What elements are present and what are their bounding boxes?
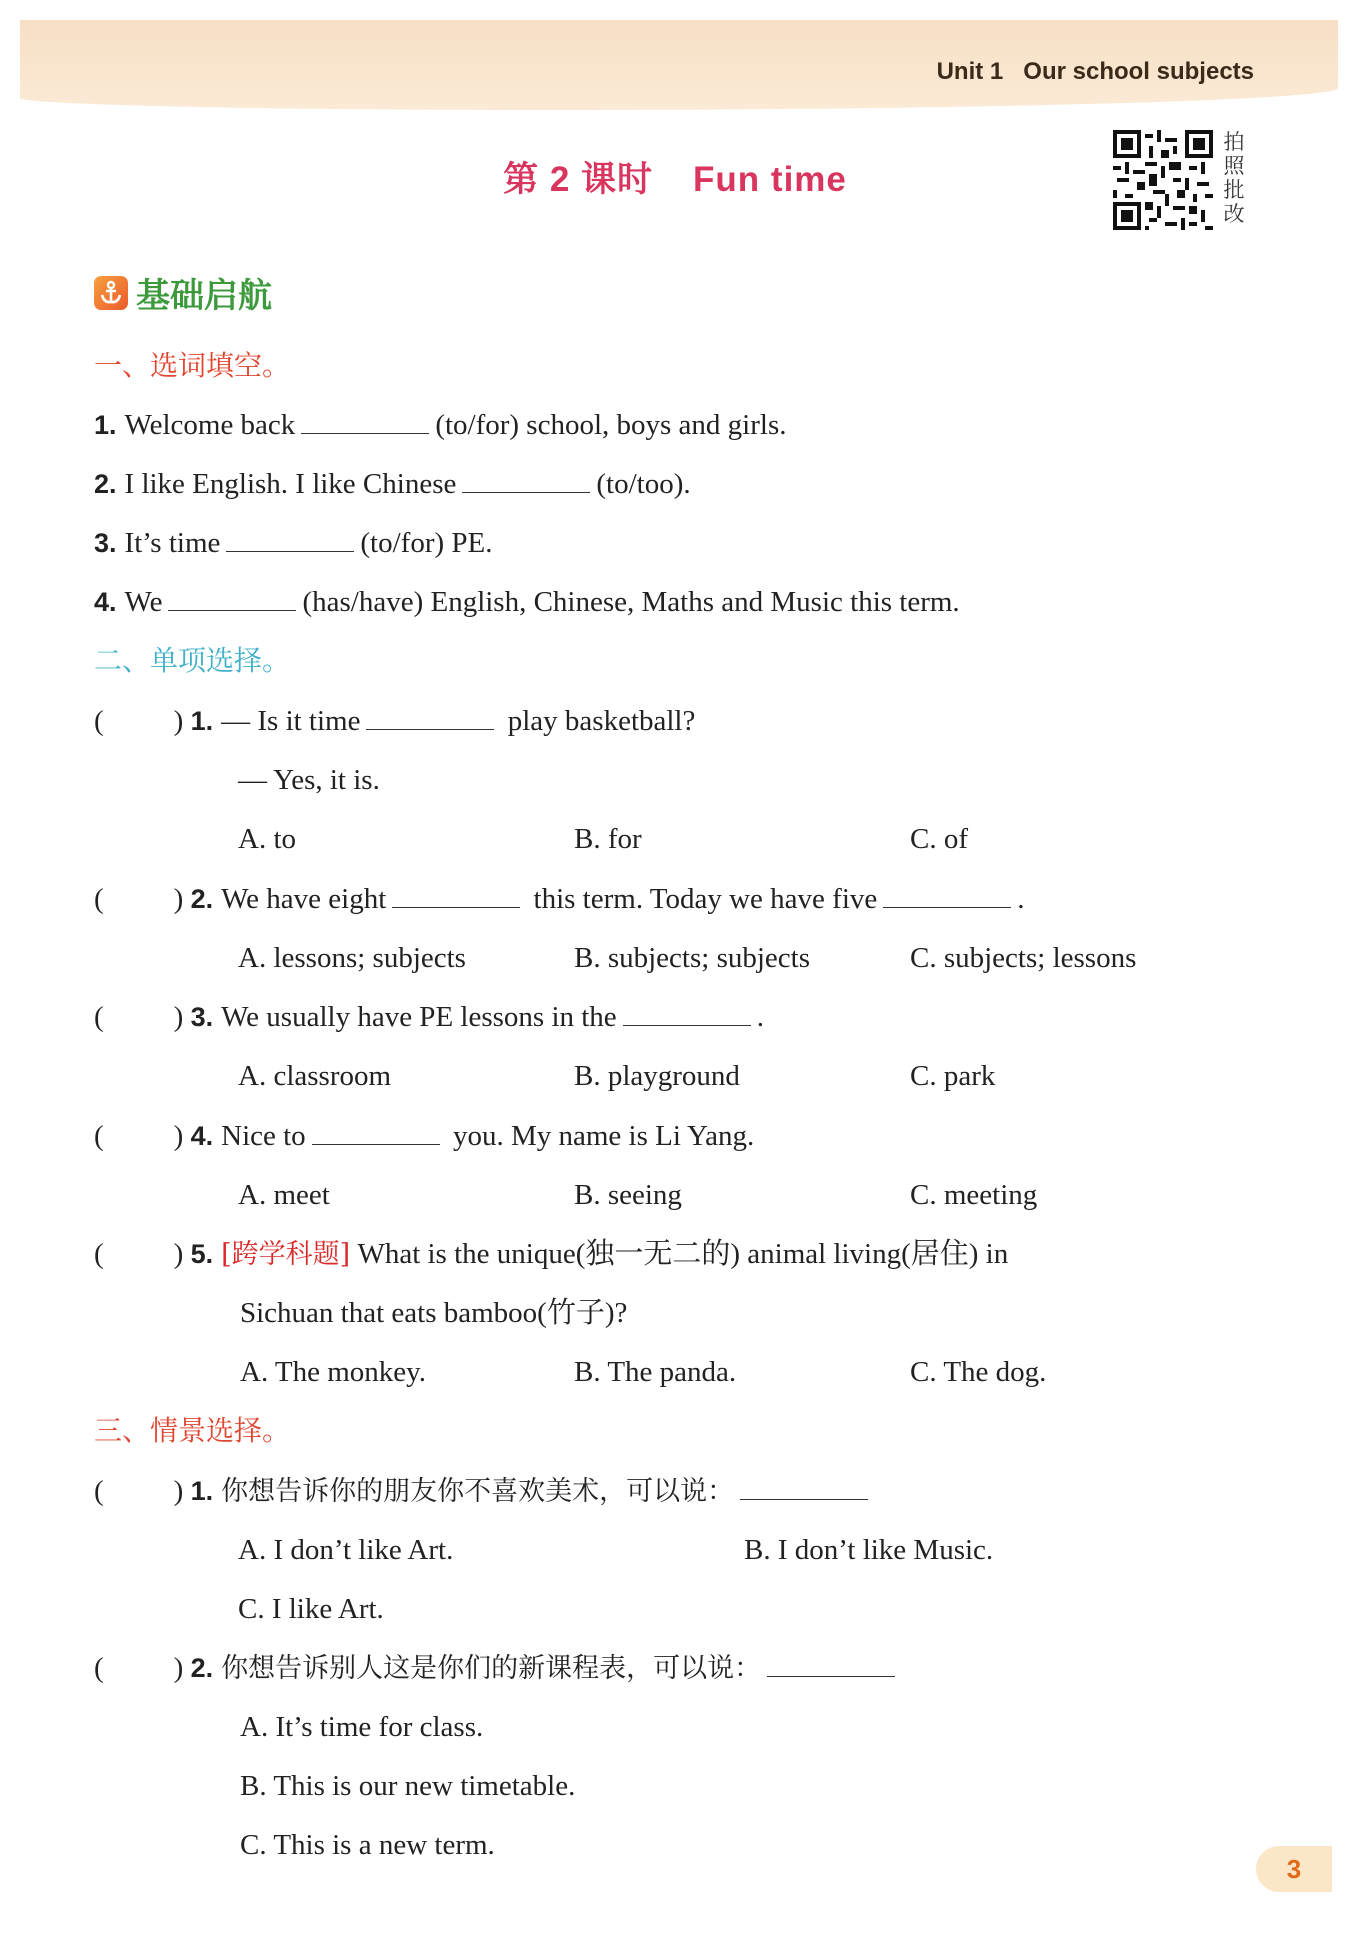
option-b[interactable]: B. playground: [574, 1060, 740, 1092]
answer-blank[interactable]: [392, 883, 520, 908]
option-a[interactable]: A. meet: [238, 1179, 330, 1211]
option-a[interactable]: A. I don’t like Art.: [238, 1534, 454, 1566]
question-text: We have eight: [221, 883, 387, 915]
answer-blank[interactable]: [312, 1120, 440, 1145]
option-b[interactable]: B. for: [574, 823, 642, 855]
fill-item-1: [94, 406, 786, 444]
question-number: 2.: [190, 1653, 214, 1683]
item-text-before: It’s time: [124, 527, 221, 559]
answer-paren-open: (: [94, 1475, 104, 1507]
answer-paren-open: (: [94, 1120, 104, 1152]
answer-blank[interactable]: [226, 527, 354, 552]
option-a[interactable]: A. classroom: [238, 1060, 392, 1092]
question-text: We usually have PE lessons in the: [221, 1001, 617, 1033]
item-number: 1.: [94, 410, 117, 440]
answer-paren-open: (: [94, 883, 104, 915]
section1-title: 一、选词填空。: [94, 349, 291, 382]
section-banner: [94, 268, 272, 317]
question-number: 1.: [190, 706, 214, 736]
fill-item-4: [94, 583, 960, 621]
question-prompt: 你想告诉别人这是你们的新课程表，可以说：: [221, 1653, 762, 1684]
option-b[interactable]: B. I don’t like Music.: [744, 1534, 994, 1566]
question-number: 4.: [190, 1121, 214, 1151]
option-a[interactable]: A. to: [238, 823, 296, 855]
mc-question-1: [94, 702, 695, 740]
answer-paren-close: ): [173, 1001, 184, 1033]
option-b[interactable]: B. subjects; subjects: [574, 942, 811, 974]
question-text-end: .: [756, 1001, 764, 1033]
question-number: 5.: [190, 1239, 214, 1269]
answer-blank[interactable]: [462, 468, 590, 493]
mc-question-3: [94, 998, 764, 1036]
section2-title: 二、单项选择。: [94, 644, 291, 677]
answer-blank[interactable]: [883, 883, 1011, 908]
item-number: 2.: [94, 469, 117, 499]
question-number: 2.: [190, 884, 214, 914]
question-prompt: 你想告诉你的朋友你不喜欢美术，可以说：: [221, 1476, 735, 1507]
option-a[interactable]: A. lessons; subjects: [238, 942, 466, 974]
answer-blank[interactable]: [366, 705, 494, 730]
mc-question-5: [94, 1235, 1008, 1274]
banner-text: 基础启航: [136, 276, 272, 316]
page-number: 3: [1256, 1846, 1332, 1892]
item-number: 3.: [94, 528, 117, 558]
answer-paren-close: ): [173, 1120, 184, 1152]
question-text-after: you. My name is Li Yang.: [452, 1120, 755, 1152]
cross-subject-badge: [跨学科题]: [221, 1239, 351, 1270]
fill-item-3: [94, 524, 492, 562]
situation-question-2: [94, 1649, 901, 1688]
situation-question-1: [94, 1472, 874, 1511]
option-c[interactable]: C. I like Art.: [238, 1593, 384, 1625]
option-b[interactable]: B. seeing: [574, 1179, 682, 1211]
item-text-before: Welcome back: [124, 409, 296, 441]
option-c[interactable]: C. subjects; lessons: [910, 942, 1137, 974]
item-text-after: (to/for) PE.: [360, 527, 493, 559]
question-text-end: .: [1017, 883, 1025, 915]
question-reply: — Yes, it is.: [238, 764, 380, 796]
question-text-after: play basketball?: [507, 705, 696, 737]
question-text-middle: this term. Today we have five: [533, 883, 878, 915]
question-text: Nice to: [221, 1120, 306, 1152]
item-text-after: (to/for) school, boys and girls.: [435, 409, 787, 441]
unit-title: Our school subjects: [1023, 58, 1254, 85]
qr-label: 拍照批改: [1223, 130, 1245, 226]
item-text-before: I like English. I like Chinese: [124, 468, 457, 500]
lesson-name: Fun time: [693, 160, 847, 199]
question-text: What is the unique(独一无二的) animal living(居住) in: [357, 1238, 1009, 1270]
answer-blank[interactable]: [168, 586, 296, 611]
answer-paren-close: ): [173, 1238, 184, 1270]
question-number: 1.: [190, 1476, 214, 1506]
anchor-icon: [94, 276, 128, 310]
question-text-line2: Sichuan that eats bamboo(竹子)?: [240, 1297, 628, 1329]
option-c[interactable]: C. meeting: [910, 1179, 1038, 1211]
option-a[interactable]: A. It’s time for class.: [240, 1711, 484, 1743]
qr-code-icon[interactable]: [1112, 130, 1214, 230]
mc-question-4: [94, 1117, 754, 1155]
option-b[interactable]: B. The panda.: [574, 1356, 737, 1388]
option-b[interactable]: B. This is our new timetable.: [240, 1770, 576, 1802]
lesson-label: 第 2 课时: [503, 160, 654, 199]
unit-number: Unit 1: [936, 58, 1004, 85]
unit-header: [937, 58, 1254, 86]
fill-item-2: [94, 465, 691, 503]
answer-paren-open: (: [94, 705, 104, 737]
answer-paren-close: ): [173, 705, 184, 737]
answer-blank[interactable]: [767, 1652, 895, 1677]
answer-paren-close: ): [173, 1652, 184, 1684]
section3-title: 三、情景选择。: [94, 1414, 291, 1447]
item-number: 4.: [94, 587, 117, 617]
answer-paren-open: (: [94, 1652, 104, 1684]
mc-question-2: [94, 880, 1025, 918]
answer-paren-open: (: [94, 1001, 104, 1033]
item-text-after: (has/have) English, Chinese, Maths and Music this term.: [302, 586, 960, 618]
answer-blank[interactable]: [740, 1475, 868, 1500]
answer-paren-close: ): [173, 883, 184, 915]
answer-paren-open: (: [94, 1238, 104, 1270]
option-c[interactable]: C. park: [910, 1060, 996, 1092]
answer-blank[interactable]: [623, 1001, 751, 1026]
item-text-after: (to/too).: [596, 468, 691, 500]
answer-paren-close: ): [173, 1475, 184, 1507]
answer-blank[interactable]: [301, 409, 429, 434]
option-c[interactable]: C. of: [910, 823, 968, 855]
item-text-before: We: [124, 586, 163, 618]
option-a[interactable]: A. The monkey.: [240, 1356, 427, 1388]
question-text: — Is it time: [221, 705, 361, 737]
option-c[interactable]: C. The dog.: [910, 1356, 1047, 1388]
option-c[interactable]: C. This is a new term.: [240, 1829, 495, 1861]
question-number: 3.: [190, 1002, 214, 1032]
